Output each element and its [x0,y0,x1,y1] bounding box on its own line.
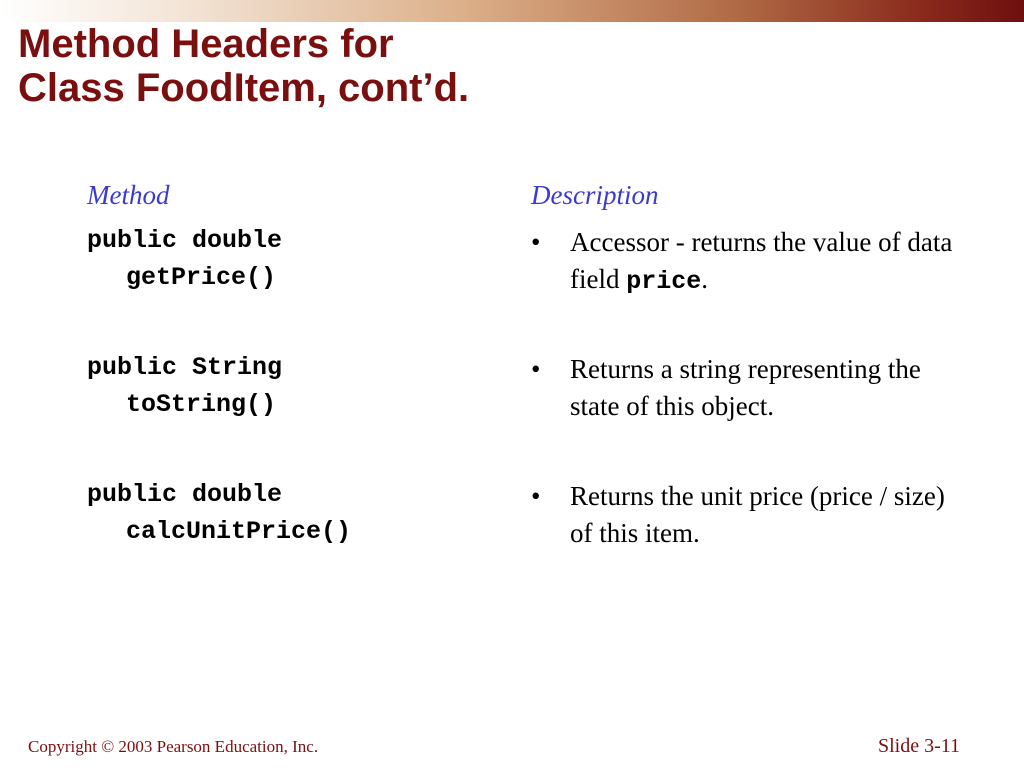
bullet-icon: • [531,227,541,257]
method-signature-calcunitprice [87,476,351,550]
slide-title-line1: Method Headers for [18,22,394,66]
description-code-price: price [626,267,702,296]
method-signature-line2: toString() [126,390,277,419]
description-text-end: . [701,264,708,294]
description-text [570,224,961,300]
bullet-icon: • [531,481,541,511]
method-signature-line2: getPrice() [126,263,277,292]
description-text: Returns a string representing the state of this object. [570,354,921,421]
method-signature-line2: calcUnitPrice() [126,517,352,546]
method-signature-tostring [87,349,282,423]
description-text-part: Accessor - returns the value of data field [570,227,953,294]
method-signature-getprice [87,222,282,296]
bullet-icon: • [531,354,541,384]
slide-title [18,22,469,110]
top-gradient-bar [0,0,1024,22]
slide-title-line2: Class FoodItem, cont’d. [18,66,470,110]
copyright-footer: Copyright © 2003 Pearson Education, Inc. [28,737,319,756]
description-text: Returns the unit price (price / size) of this item. [570,481,945,548]
method-signature-line1: public double [87,226,283,255]
method-column-header: Method [87,180,170,210]
method-signature-line1: public String [87,353,283,382]
description-calcunitprice [531,478,961,552]
description-getprice [531,224,961,300]
slide-number: Slide 3-11 [877,735,960,757]
description-column-header: Description [531,180,659,210]
method-signature-line1: public double [87,480,283,509]
description-tostring [531,351,961,425]
